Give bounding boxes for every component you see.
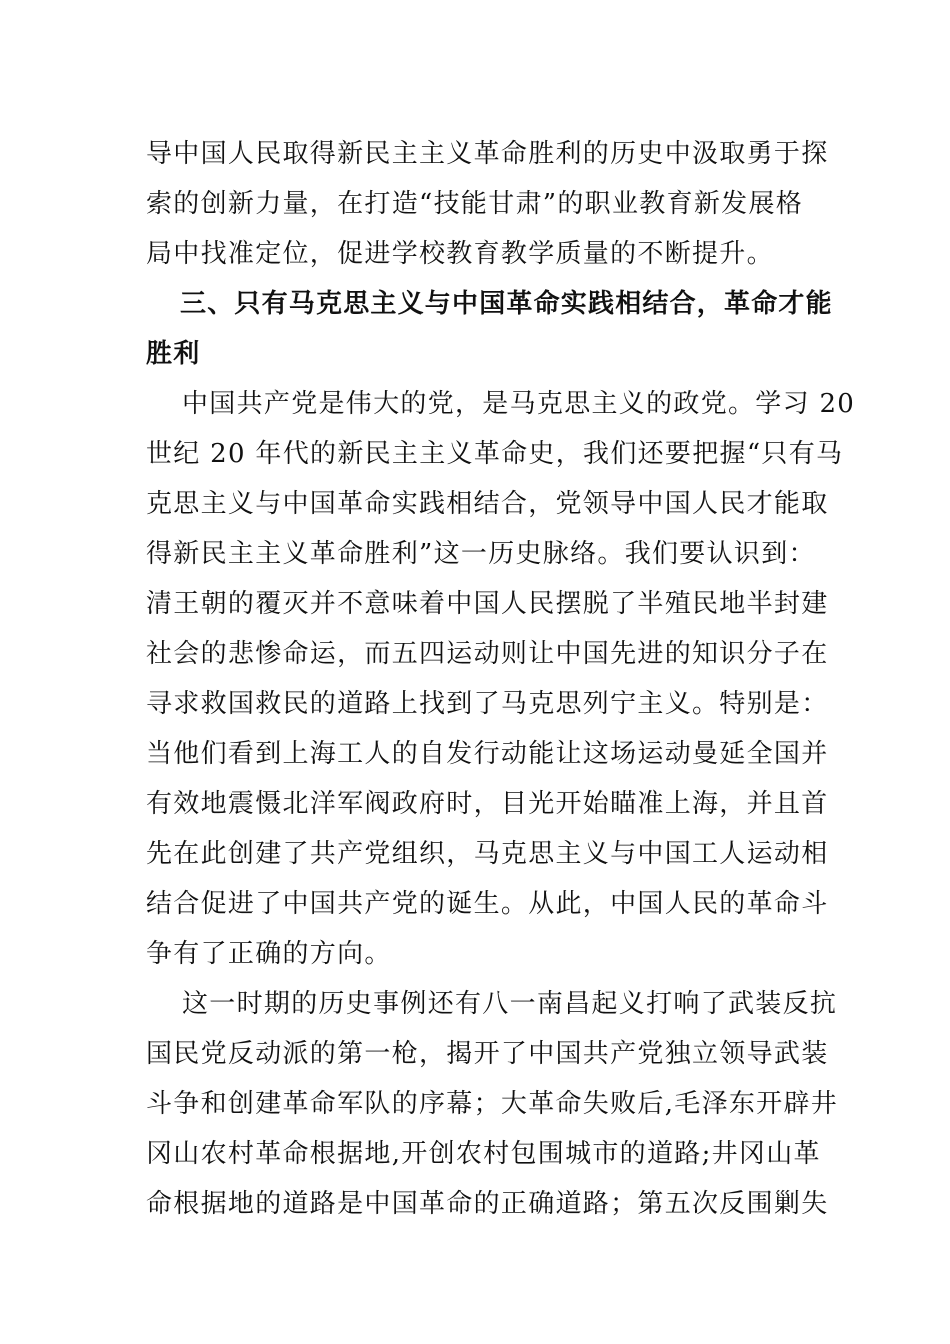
text-line: 索的创新力量，在打造“技能甘肃”的职业教育新发展格 (146, 189, 804, 219)
text-line: 这一时期的历史事例还有八一南昌起义打响了武装反抗 (182, 989, 838, 1019)
text-line: 寻求救国救民的道路上找到了马克思列宁主义。特别是： (146, 689, 829, 719)
text-line: 局中找准定位，促进学校教育教学质量的不断提升。 (146, 239, 774, 269)
section-heading: 三、只有马克思主义与中国革命实践相结合，革命才能 (180, 289, 833, 319)
text-line: 清王朝的覆灭并不意味着中国人民摆脱了半殖民地半封建 (146, 589, 829, 619)
text-line: 结合促进了中国共产党的诞生。从此，中国人民的革命斗 (146, 889, 829, 919)
text-line: 争有了正确的方向。 (146, 939, 392, 969)
text-line: 中国共产党是伟大的党，是马克思主义的政党。学习 20 (182, 389, 856, 419)
text-line: 国民党反动派的第一枪，揭开了中国共产党独立领导武装 (146, 1039, 829, 1069)
text-line: 导中国人民取得新民主主义革命胜利的历史中汲取勇于探 (146, 139, 829, 169)
text-line: 当他们看到上海工人的自发行动能让这场运动曼延全国并 (146, 739, 829, 769)
text-line: 世纪 20 年代的新民主主义革命史，我们还要把握“只有马 (146, 439, 844, 469)
text-line: 克思主义与中国革命实践相结合，党领导中国人民才能取 (146, 489, 829, 519)
text-line: 冈山农村革命根据地,开创农村包围城市的道路;井冈山革 (146, 1139, 821, 1169)
text-line: 得新民主主义革命胜利”这一历史脉络。我们要认识到： (146, 539, 816, 569)
text-line: 命根据地的道路是中国革命的正确道路；第五次反围剿失 (146, 1189, 829, 1219)
text-line: 社会的悲惨命运，而五四运动则让中国先进的知识分子在 (146, 639, 829, 669)
text-line: 有效地震慑北洋军阀政府时，目光开始瞄准上海，并且首 (146, 789, 829, 819)
text-line: 先在此创建了共产党组织，马克思主义与中国工人运动相 (146, 839, 829, 869)
text-line: 斗争和创建革命军队的序幕；大革命失败后,毛泽东开辟井 (146, 1089, 839, 1119)
section-heading: 胜利 (146, 339, 201, 369)
